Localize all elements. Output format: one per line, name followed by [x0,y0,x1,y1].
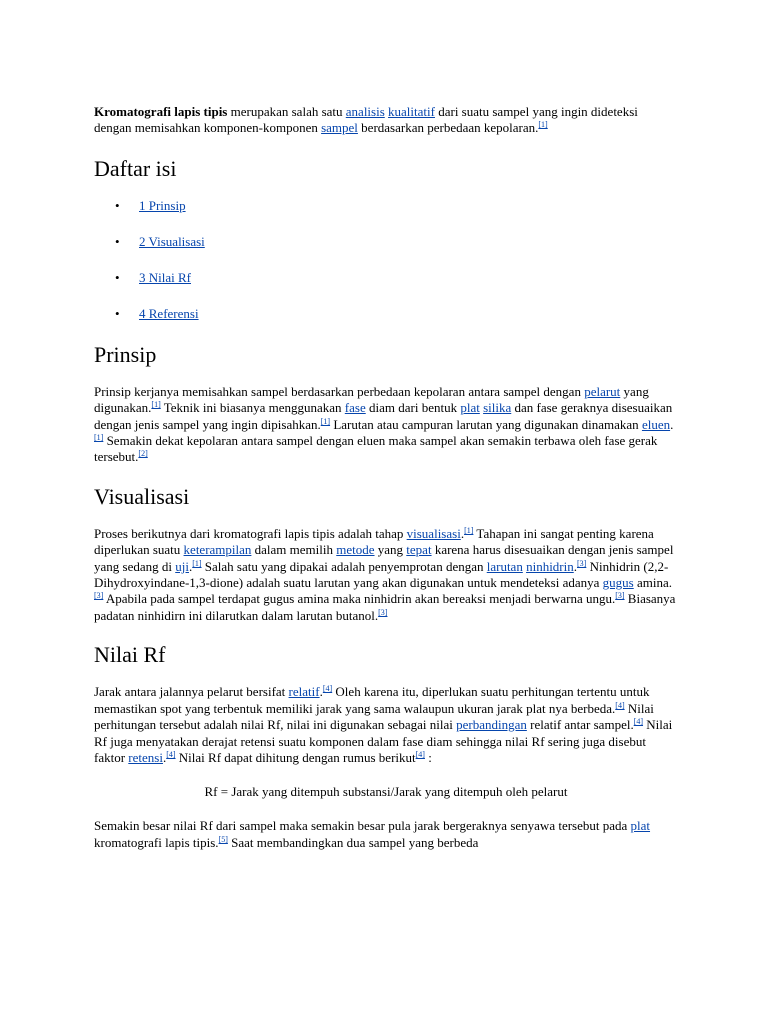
section-heading-nilai-rf: Nilai Rf [94,642,166,668]
citation-link[interactable]: [3] [94,591,104,601]
toc-heading: Daftar isi [94,155,177,181]
text: . [573,558,577,574]
link-kualitatif[interactable]: kualitatif [388,104,435,119]
bullet-icon: • [115,305,120,321]
visualisasi-paragraph [94,526,678,624]
toc-link-nilai-rf[interactable]: 3 Nilai Rf [139,269,191,285]
text: Nilai perhitungan tersebut adalah nilai Rf, nilai ini digunakan sebagai nilai [94,700,654,733]
citation-link[interactable]: [1] [192,558,202,568]
text: Nilai Rf dapat dihitung dengan rumus berikut [175,749,416,765]
link-retensi[interactable]: retensi [128,749,163,765]
text: Teknik ini biasanya menggunakan [160,400,345,416]
link-metode[interactable]: metode [336,542,375,558]
link-perbandingan[interactable]: perbandingan [456,717,527,733]
citation-link[interactable]: [1] [151,400,161,410]
link-relatif[interactable]: relatif [288,684,320,700]
link-fase[interactable]: fase [344,400,366,416]
nilai-rf-paragraph-2 [94,818,678,851]
citation-link[interactable]: [3] [615,591,625,601]
link-visualisasi[interactable]: visualisasi [406,525,461,541]
text: merupakan salah satu [227,104,346,119]
text: dan fase geraknya disesuaikan dengan jenis sampel yang ingin dipisahkan. [94,400,673,432]
text: . [670,416,674,432]
citation-link[interactable]: [4] [415,749,425,759]
citation-link[interactable]: [4] [322,684,333,694]
citation-link[interactable]: [1] [94,433,104,443]
text: yang digunakan. [94,383,649,416]
toc-link-visualisasi[interactable]: 2 Visualisasi [139,233,205,249]
link-larutan[interactable]: larutan [486,558,523,574]
toc-item [94,234,678,270]
text: Nilai Rf juga menyatakan derajat retensi suatu komponen dalam fase diam sehingga nilai Rf sering juga disebut faktor [94,717,673,765]
citation-link[interactable]: [3] [378,607,388,617]
toc-item [94,198,678,234]
article-content [94,104,678,851]
text: . [319,684,323,700]
citation-link[interactable]: [4] [633,717,644,727]
text: diam dari bentuk [365,400,461,416]
citation-link[interactable]: [2] [138,449,148,459]
link-eluen[interactable]: eluen [641,416,671,432]
rf-formula: Rf = Jarak yang ditempuh substansi/Jarak yang ditempuh oleh pelarut [204,784,568,800]
text: Oleh karena itu, diperlukan suatu perhitungan tertentu untuk memastikan spot yang terbentuk memiliki jarak yang sama walaupun ukuran jarak plat nya berbeda. [94,684,650,716]
toc-item [94,306,678,342]
text: Jarak antara jalannya pelarut bersifat [94,684,289,700]
link-tepat[interactable]: tepat [406,542,432,558]
link-keterampilan[interactable]: keterampilan [183,542,252,558]
link-analisis[interactable]: analisis [345,104,385,119]
text: relatif antar sampel. [526,717,634,733]
text: : [424,749,432,765]
text: . [162,749,167,765]
citation-link[interactable]: [1] [464,525,474,535]
text: dalam memilih [251,542,337,558]
text: Apabila pada sampel terdapat gugus amina maka ninhidrin akan bereaksi menjadi berwarna ungu. [103,591,616,607]
text: Proses berikutnya dari kromatografi lapis tipis adalah tahap [94,525,407,541]
citation-link[interactable]: [5] [218,834,228,844]
toc-link-prinsip[interactable]: 1 Prinsip [139,197,186,213]
section-heading-prinsip: Prinsip [94,341,157,367]
toc-link-referensi[interactable]: 4 Referensi [139,305,199,321]
toc-list [94,198,678,342]
citation-link[interactable]: [3] [577,558,587,568]
citation-link[interactable]: [4] [166,749,176,759]
link-ninhidrin[interactable]: ninhidrin [526,558,574,574]
text: Tahapan ini sangat penting karena diperlukan suatu [94,525,654,558]
link-pelarut[interactable]: pelarut [584,383,621,399]
text: dari suatu sampel yang ingin dideteksi dengan memisahkan komponen-komponen [94,104,638,136]
text: karena harus disesuaikan dengan jenis sampel yang sedang di [94,542,674,574]
link-gugus[interactable]: gugus [602,575,634,591]
intro-bold-term: Kromatografi lapis tipis [94,104,228,119]
toc-item [94,270,678,306]
link-uji[interactable]: uji [175,558,189,574]
text: berdasarkan perbedaan kepolaran. [357,120,539,136]
text: Salah satu yang dipakai adalah penyemprotan dengan [201,558,487,574]
link-silika[interactable]: silika [483,400,512,416]
link-plat[interactable]: plat [630,818,651,834]
text: kromatografi lapis tipis. [94,834,219,850]
text: Saat membandingkan dua sampel yang berbeda [227,834,479,850]
citation-link[interactable]: [4] [615,700,625,710]
citation-link[interactable]: [1] [538,120,548,130]
text: Biasanya padatan ninhidirn ini dilarutkan dalam larutan butanol. [94,591,676,623]
text: Semakin besar nilai Rf dari sampel maka semakin besar pula jarak bergeraknya senyawa tersebut pada [94,818,631,834]
text: yang [374,542,407,558]
intro-paragraph [94,104,678,137]
text: Ninhidrin (2,2-Dihydroxyindane-1,3-dione) adalah suatu larutan yang akan digunakan untuk mendeteksi adanya [94,558,669,591]
text: . [188,558,193,574]
text: Prinsip kerjanya memisahkan sampel berdasarkan perbedaan kepolaran antara sampel dengan [94,383,585,399]
link-sampel[interactable]: sampel [321,120,358,136]
text: Semakin dekat kepolaran antara sampel dengan eluen maka sampel akan semakin terbawa oleh fase gerak tersebut. [94,433,658,465]
bullet-icon: • [115,197,120,213]
text: Larutan atau campuran larutan yang digunakan dinamakan [330,416,642,432]
citation-link[interactable]: [1] [320,416,331,426]
nilai-rf-paragraph [94,684,678,766]
text: amina. [633,575,672,591]
bullet-icon: • [115,233,120,249]
section-heading-visualisasi: Visualisasi [94,483,190,509]
link-plat[interactable]: plat [460,400,480,416]
text: . [460,525,465,541]
bullet-icon: • [115,269,120,285]
prinsip-paragraph [94,384,678,466]
